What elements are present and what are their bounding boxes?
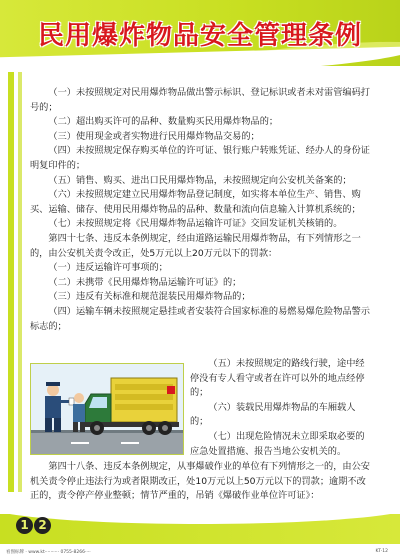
truck-police-icon <box>31 364 183 454</box>
footer-publisher-info: 看图标牌 · www.kt·········· 0755-8266···· <box>6 550 91 555</box>
regulation-text-bottom <box>30 460 372 504</box>
clause-paragraph: （四）未按照规定保存购买单位的许可证、银行账户转账凭证、经办人的身份证明复印件的； <box>30 145 370 171</box>
clause-paragraph: （三）违反有关标准和规范混装民用爆炸物品的； <box>48 291 251 303</box>
clause-paragraph: （四）运输车辆未按照规定悬挂或者安装符合国家标准的易燃易爆危险物品警示标志的； <box>30 305 370 332</box>
clause-paragraph: （五）未按照规定的路线行驶，途中经停没有专人看守或者在许可以外的地点经停的； <box>190 358 365 399</box>
page-title: 民用爆炸物品安全管理条例 <box>37 21 362 51</box>
number-badge-2: 2 <box>34 517 51 534</box>
article-paragraph: 第四十七条、违反本条例规定，经由道路运输民用爆炸物品，有下列情形之一的，由公安机关责令改正，处5万元以上20万元以下的罚款： <box>30 232 361 259</box>
truck-police-illustration <box>30 363 184 455</box>
number-badge-1: 1 <box>16 517 33 534</box>
illustration-section <box>30 357 372 457</box>
clause-paragraph: （五）销售、购买、进出口民用爆炸物品，未按照规定向公安机关备案的； <box>48 174 352 186</box>
left-accent-bar-thin <box>18 72 22 492</box>
clause-paragraph: （三）使用现金或者实物进行民用爆炸物品交易的； <box>48 130 260 142</box>
article-paragraph: 第四十八条、违反本条例规定，从事爆破作业的单位有下列情形之一的，由公安机关责令停止违法行为或者限期改正，处10万元以上50万元以下的罚款；逾期不改正的，责令停产停业整顿；情节严重的，吊销《爆破作业单位许可证》： <box>30 461 370 502</box>
regulation-text-top <box>30 86 372 334</box>
clause-paragraph: （六）未按照规定建立民用爆炸物品登记制度，如实将本单位生产、销售、购买、运输、储存、使用民用爆炸物品的品种、数量和流向信息输入计算机系统的； <box>30 189 361 215</box>
left-accent-bar <box>8 72 14 492</box>
clause-paragraph: （六）装载民用爆炸物品的车厢载人的； <box>190 401 356 428</box>
clause-paragraph: （一）违反运输许可事项的； <box>48 262 168 274</box>
clause-paragraph: （七）出现危险情况未立即采取必要的应急处置措施、报告当地公安机关的。 <box>190 430 365 457</box>
clause-paragraph: （七）未按照规定将《民用爆炸物品运输许可证》交回发证机关核销的。 <box>48 218 343 230</box>
clause-paragraph: （二）超出购买许可的品种、数量购买民用爆炸物品的； <box>48 116 279 128</box>
clause-paragraph: （二）未携带《民用爆炸物品运输许可证》的； <box>48 276 242 288</box>
clause-paragraph: （一）未按照规定对民用爆炸物品做出警示标识、登记标识或者未对雷管编码打号的； <box>30 87 370 113</box>
footer-code: KT·12 <box>375 549 388 554</box>
regulation-text-middle <box>190 357 372 459</box>
